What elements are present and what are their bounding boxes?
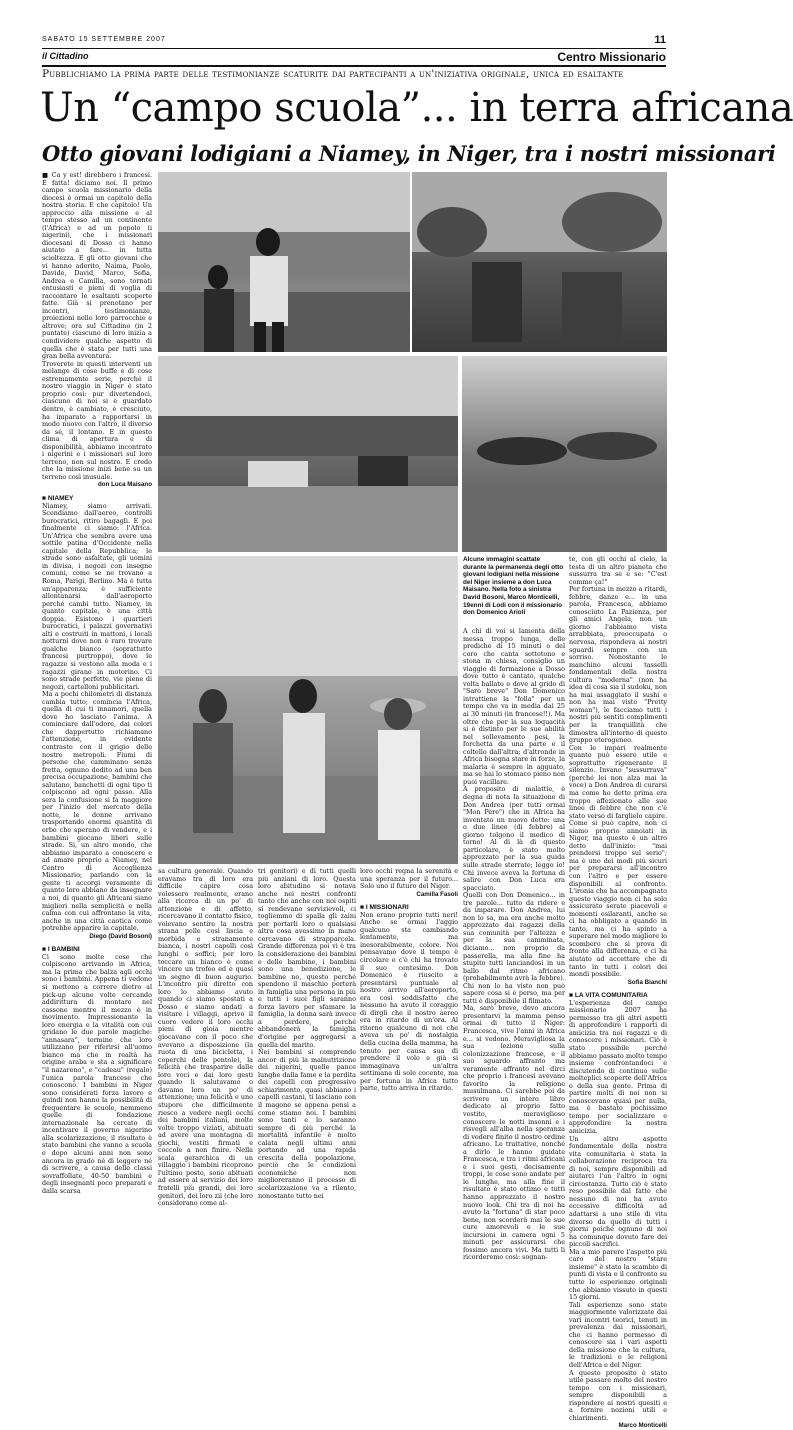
top-bar [42,34,666,46]
paragraph: Con le impari realmente quanto può essere utile e soprattutto rigenerante il silenzio. Invano "sussurrava" (perché lei non alza mai la voce) a Don Andrea di curarsi ma come ho detto prima era troppo affezionato alle sue linee di febbre che non c'è stato verso di farglielo capire. Come si può capire, non ci siamo proprio annoiati in Niger, ma questo è un altro detto dall'inizio: "mai prendersi troppo sul serio"; ma è uno dei modi più sicuri per prepararsi all'incontro con l'altro e per essere disponibili al confronto. L'ironia che ha accompagnato questo viaggio non ci ha solo assicurato serate piacevoli e momenti esilaranti, anche se ci ha obbligato a quando in tanto, ma ci ha spinto a superare nel modo migliore lo scombero che si prova di fronte alla differenza, e ci ha aiutato ad accettare che di tanto in tutti i colori dei mondi possibile. [569,743,667,979]
subheading: ■ I BAMBINI [42,946,80,954]
photo-market-people [412,172,667,352]
paragraph: Niamey, siamo arrivati. Scendiamo dall'aereo, controlli burocratici, ritiro bagagli. E poi finalmente ci siamo: l'Africa. Un'Africa che sembra avere una sottile patina d'Occidente nella capitale della Repubblica; le strade sono asfaltate, gli uomini in divisa, i negozi con insegne comuni, come se ne trovano a Roma, Parigi, Berlino. Ma è tutta un'apparenza; è sufficiente allontanarsi dall'aeroporto perché cambi tutto. Niamey, in quanto capitale, è una città doppia. Esistono i quartieri burocratici, i palazzi governativi alti e costruiti in mattoni, i locali notturni dove non è raro trovare qualche bianco (soprattutto francesi purtroppo), dove le ragazze si vestono alla moda e i ragazzi girano in motorino. Ci sono strade perfette, vie piene di negozi, cartelloni pubblicitari. [42,501,152,691]
headline: Un “campo scuola”... in terra africana [40,85,793,131]
issue-date: SABATO 15 SETTEMBRE 2007 [42,36,166,43]
subheading: ■ NIAMEY [42,494,74,502]
subheading: ■ LA VITA COMUNITARIA [569,992,648,1000]
photo-market-umbrellas [462,356,667,552]
paragraph: Ma, sarò breve, devo ancora presentarvi la mamma penso ormai di tutto il Niger: Francesca, vive l'anni in Africa e... si vedono. Meravigliosa la sua lezione sulla colonizzazione francese, e il suo sguardo affranto ma veramente affranto nel dirci che proprio i francesi avevano favorito la religione musulmana. Ci sarebbe poi da scrivere un intero libro dedicato al proprio fatto vestito, meraviglioso conoscere le notti insonni e i risvegli all'alba nella speranza di vedere finito il nostro ordine africano. Le trattative, nonché a dirlo le hanno guidate Francesca, e tra i ritmi africani e i suoi gesti, decisamente troppi, le cose sono andate per le lunghe, ma alla fine il risultato è stato ottimo e tutti hanno apprezzato il nostro nuovo look. Chi tra di noi ha avuto la "fortuna" di star poco bene, non scorderà mai le sue cure amorevoli e le sue incursioni in camera ogni 5 minuti per assicurarsi che fossimo ancora vivi. Ma tutti li ricorderemo così: sognan- [463,1004,565,1262]
photo-group-drawing [158,556,458,864]
section-bar [42,48,666,67]
paragraph: tri genitori) e di tutti quelli più anziani di loro. Questa loro abitudine si notava anche nei nostri confronti tanto che anche con noi ospiti si rendevano servizievoli, ci togliemmo di spalla gli zaini per portarli loro o qualsiasi altra cosa avessimo in mano cercavano di strapparcela. Grande differenza poi vi è tra la considerazione dei bambini e delle bambine, i bambini sono una benedizione, le bambine no, questo perché spendono il maschio porterà in famiglia una persona in più e tutti i suoi figli saranno forza lavoro per sfamare la famiglia, la donna sarà invece a perdere, perché abbandonerà la famiglia d'origine per aggregarsi a quella del marito. [258,867,356,1049]
photo-market-drawing [412,172,667,352]
photo-caption: Alcune immagini scattate durante la permanenza degli otto giovani lodigiani nella missione del Niger insieme a don Luca Maisano. Nella foto a sinistra David Bosoni, Marco Monticelli, 19enni di Lodi con il missionario don Domenico Arioli [463,556,564,617]
paragraph: A chi di voi si lamenta della messa troppo lunga, delle prediche di 15 minuti o del coro che canta sottotono e stona in chiesa, consiglio un viaggio di formazione a Dosso dove tutto è cantato, qualche volta ballato e dove al grido di "Sarò breve" Don Domenico intrattiene la "folla" per un tempo che va in media dai 25 ai 30 minuti (in francese!!). Ma oltre che per la sua loquacità si è distinto per le sue abilità nel sollevamento pesi, la forchetta da una parte e il coltello dall'altra; d'altronde in Africa bisogna stare in forze, la malaria è sempre in agguato, ma se hai lo stomaco pieno non puoi vacillare. [463,627,565,786]
photo-children-drawing [158,172,410,352]
article-column-5 [569,555,667,1430]
paragraph: Ma a pochi chilometri di distanza cambia tutto; comincia l'Africa, quella di cui ti innamori, quella dove ho lasciato l'anima. A cominciare dall'odore, dai colori che dappertutto richiamano l'attenzione, in evidente contrasto con il grigio delle nostre metropoli. Fiumi di persone che camminano senza fretta, ognuno dedito ad una ben precisa occupazione, bambini che salutano, banchetti di ogni tipo ti colpiscono ad ogni passo. Alla sera la confusione si fa maggiore per l'inizio del mercato della notte, le donne arrivano trasportando enormi quantità di erbe che sperano di vendere, e i bambini giocano liberi sulle strade. Si, un altro mondo, che abbiamo imparato a conoscere e ad amare proprio a Niamey, nel Centro di Accoglienza Missionario; parlando con la gente ti accorgi veramente di quanto loro abbiano da insegnare a noi, di quanto gli Africani siano migliori nella semplicità e nella calma con cui affrontano la vita, anche in una città caotica come potrebbe apparire la capitale. [42,690,152,933]
paragraph: Nei bambini si comprende ancor di più la malnutrizione dei nigerini, quelle pance lunghe dalla fame e la perdita dei capelli con progressivo schiarimento, quasi abbiano i capelli castani, ti lasciano con il magone se appena pensi a come stiamo noi. I bambini sono tanti e lo saranno sempre di più perché la mortalità infantile è molto calata negli ultimi anni portando ad una rapida crescita della popolazione, perciò che le condizioni economiche non miglioreranno il processo di scolarizzazione va a rilento, nonostante tutto nei [258,1048,356,1200]
article-column-2 [158,867,253,1208]
page-number: 11 [654,34,666,46]
signature: Sofia Bianchi [627,978,667,986]
photo-street-drawing [158,356,458,552]
section-title: Centro Missionario [557,50,666,64]
paragraph: Per fortuna in mezzo a ritardi, febbre, danze e... in una parola, Francesca, abbiamo conosciuto La Pazienza, per gli amici Angela, non un giorno l'abbiamo vista arrabbiata, preoccupata o nervosa, rispondeva ai nostri sguardi sempre con un sorriso. Nonostante le manchino alcuni tasselli fondamentali della nostra cultura "moderna" (non ha idea di cosa sia il sudoku, non ha mai assaggiato il sushi e non ha mai visto "Pretty woman"), le facciamo tutti i nostri più sentiti complimenti per la tranquillità che dimostra all'interno di questo gruppo eterogeneo. [569,585,667,745]
photo-group-missionary [158,556,458,864]
signature: Diego (David Bosoni) [89,932,152,940]
photo-children [158,172,410,352]
paragraph: Tali esperienze sono state maggiormente valorizzate dai vari incontri teorici, tenuti in prevalenza dai missionari, che ci hanno permesso di conoscere sia i vari aspetti della missione che la cultura, le tradizioni e le religioni dell'Africa e del Niger. [569,1300,667,1369]
subheading: ■ I MISSIONARI [360,904,409,912]
paragraph: A proposito di malattie, è degna di nota la situazione di Don Andrea (per tutti ormai "Mon Père") che in Africa ha inventato un nuovo detto: una o due linee (di febbre) al giorno tolgono il medico di torno! Al di là di questo particolare, è stato molto apprezzato per la sua guida sulle strade sterrate; leggo io! Chi invece aveva la fortuna di salire con Don Luca era spacciato. [463,785,565,892]
paragraph: loro occhi regna la serenità e una speranza per il futuro... Solo uno il futuro del Niger. [360,867,458,891]
signature: Marco Monticelli [618,1422,667,1430]
paragraph: Un altro aspetto fondamentale della nostra vita comunitaria è stata la collaborazione reciproca tra di noi, sempre disponibili ad aiutarci l'un l'altro in ogni circostanza. Tutto ciò è stato reso possibile dal fatto che nessuno di noi ha avuto eccessive difficoltà ad adattarsi a uno stile di vita diverso da quello di tutti i giorni poiché ognuno di noi ha comunque dovuto fare dei piccoli sacrifici. [569,1134,667,1249]
signature: Camilla Fasoli [416,890,458,898]
paragraph: ■ Ca y est! direbbero i francesi. È fatta! diciamo noi. Il primo campo scuola missionario della diocesi è ormai un capitolo della nostra storia. E che capitolo! Un approccio alla missione e al tempo stesso ad un continente (l'Africa) e ad un popolo (i nigerini), che i missionari diocesani di Dosso ci hanno aiutato a fare... in tutta scioltezza. E gli otto giovani che vi hanno aderito, Naima, Paolo, Davide, David, Marco, Sofia, Andrea e Camilla, sono tornati entusiasti e pieni di voglia di raccontare le esaltanti scoperte fatte. Già si prenotano per incontri, testimonianze, proiezioni nelle loro parrocchie e altrove; ora sul Cittadino (in 2 puntate) ciascuno di loro inizia a condividere qualche aspetto di quella che è stata per tutti una gran bella avventura. [42,171,152,361]
newspaper-name: il Cittadino [42,51,89,61]
subheadline: Otto giovani lodigiani a Niamey, in Niger, tra i nostri missionari [42,141,776,166]
paragraph: Non erano proprio tutti neri! Anche se ormai l'aggio qualcuno sta cambiando lentamente, ma inesorabilmente, colore. Noi pensavamo dove il tempo è circolare e c'è chi ha trovato il suo centesimo. Don Domenico è riuscito a presentarsi puntuale al nostro arrivo all'aeroporto, era così soddisfatto che nessuno ha avuto il coraggio di dirgli che il nostro aereo era in ritardo di un'ora. Al ritorno qualcuno di noi che aveva un po' di nostalgia della cucina della mamma, ha tenuto per causa sua di prendere il volo e già si immaginava un'altra settimana di sole cocente, ma per fortuna in Africa tutto parte, tutto arriva in ritardo. [360,910,458,1093]
photo-street-niamey [158,356,458,552]
paragraph: Quelli con Don Domenico... in tre parole... tutto da ridere e da imparare. Don Andrea, lui non lo sa, ma era anche molto apprezzato dai ragazzi della sua comunità per l'altezza e per la sua camminata, diciamo... non proprio da passerella, ma alla fine ha stupito tutti lanciandosi in un ballo dal ritmo africano (probabilmente avrà la febbre). [463,891,565,983]
signature: don Luca Maisano [98,481,152,489]
paragraph: sa cultura generale. Quando eravamo tra di loro era difficile capire cosa volessero realmente, erano alla ricerca di un po' di attenzione e di affetto, ricercavano il contatto fisico, volevano sentire la nostra strana pelle così liscia e morbida e stranamente bianca, i nostri capelli così lunghi e soffici; per loro toccare un bianco è come vincere un trofeo ed è quasi un segno di buon augurio. L'incontro più diretto con loro lo abbiamo avuto quando ci siamo spostati a Dosso e siamo andati a visitare i villaggi, aprivo il cuore vedere il loro occhi pieni di gioia mentre giocavano con il poco che avevano a disposizione (la ruota di una bicicletta, i coperchi delle pentole), la felicità che trasparire dalle loro voci e dai loro gesti quando li salutavamo o davamo loro un po' di attenzione; una felicità e uno stupore che difficilmente riesco a vedere negli occhi dei bambini italiani, molte volte troppo viziati, abituati ad avere una montagna di giochi, vestiti firmati e coccole a non finire. Nella scala gerarchica di un villaggio i bambini ricoprono l'ultimo posto, sono abituati ad essere al servizio dei loro fratelli più grandi, dei loro genitori, dei loro zii (che loro considerano come al- [158,867,253,1208]
photo-umbrellas-drawing [462,356,667,552]
article-column-3 [258,867,356,1200]
paragraph: Troverete in questi interventi un mélange di cose buffe e di cose estremamente serie, perché il nostro viaggio in Niger è stato proprio così: pur divertendoci, ciascuno di noi si è guardato dentro, è cambiato, è cresciuto, ha imparato a rapportarsi in modo nuovo con l'altro, il diverso da sé, il lontano. E in questo clima di apertura e di disponibilità, abbiamo incontrato i nigerini e i missionari sul loro terreno, non sul nostro. E credo che la missione inizi bene su un terreno così inusuale. [42,359,152,481]
paragraph: Ma a mio parere l'aspetto più caro del nostro "stare insieme" è stato la scambio di punti di vista e il confronto su tutte le esperienze originali che abbiamo vissuto in questi 15 giorni. [569,1247,667,1302]
article-column-4 [360,867,458,1093]
paragraph: Chi non lo ha visto non può sapere cosa si è perso, ma per tutti è disponibile il filmato. [463,981,565,1005]
kicker: Pubblichiamo la prima parte delle testimonianze scaturite dai partecipanti a un'iniziativa originale, unica ed esaltante [42,68,624,80]
paragraph: A questo proposito è stato utile passare molto del nostro tempo con i missionari, sempre disponibili a rispondere ai nostri quesiti e a fornire nozioni utili e chiarimenti. [569,1368,667,1422]
article-column-1 [42,171,152,1195]
paragraph: L'esperienza del campo missionario 2007 ha permesso tra gli altri aspetti di approfondire i rapporti di amicizia tra noi ragazzi e di conoscere i missionari. Ciò è stato possibile perché abbiamo passato molto tempo insieme confrontandoci e discutendo di continuo sulle molteplici scoperte dell'Africa e della sua gente. Prima di partire molti di noi non si conoscevano quasi per nulla, ma è bastato pochissimo tempo per socializzare e approfondire la nostra amicizia. [569,998,667,1136]
article-column-4-continued [463,627,565,1262]
paragraph: Ci sono molte cose che colpiscono arrivando in Africa, ma la prima che balza agli occhi sono i bambini. Appena ti vedono si mettono a correre dietro al pick-up alcune volte cercando addirittura di montare nel cassone mentre il mezzo è in movimento. Impressionante la loro energia e la vitalità con cui gridano le due parole magiche: "annasara", termine che loro utilizzano per riferirsi all'uomo bianco ma che in realtà ha origine araba e sta a significare "il nazareno", e "cadeau" (regalo) l'unica parola francese che conoscono. I bambini in Niger sono considerati forza lavoro e quindi non hanno la possibilità di frequentare le scuole, nemmeno quelle di fondazione internazionale ha cercato di incentivare il governo nigerino alla scolarizzazione, il risultato è stato bambini che vanno a scuola e dopo alcuni anni non sono ancora in grado né di leggere né di scrivere, a causa delle classi sovraffollate, 40-50 bambini e degli insegnanti poco preparati e dalla scarsa [42,952,152,1195]
paragraph: te, con gli occhi al cielo, la testa di un altro pianeta che sussurra tra se e se: "C'est comme ça!" [569,555,667,586]
